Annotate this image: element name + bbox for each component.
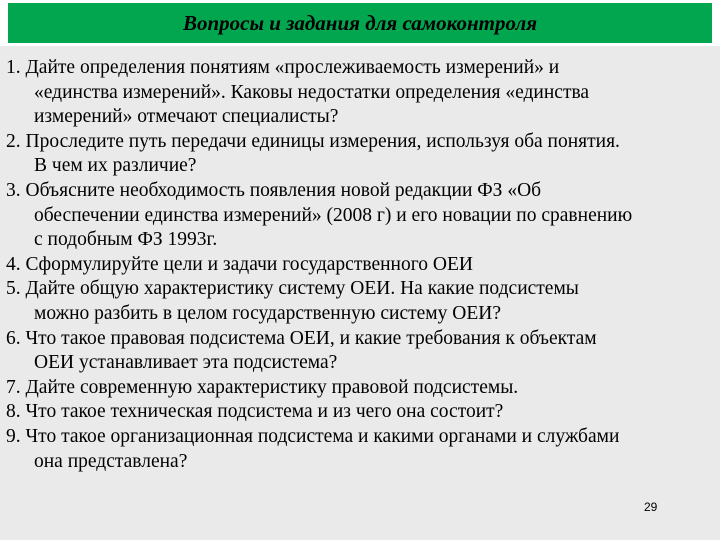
question-item: 6. Что такое правовая подсистема ОЕИ, и какие требования к объектам ОЕИ устанавливает эта подсистема? [6,327,597,374]
page-number: 29 [644,500,658,514]
slide-title: Вопросы и задания для самоконтроля [182,10,538,35]
question-item: 8. Что такое техническая подсистема и из чего она состоит? [6,401,504,423]
title-box [8,3,712,43]
question-item: 9. Что такое организационная подсистема и какими органами и службами она представлена? [6,425,620,472]
question-item: 5. Дайте общую характеристику систему ОЕИ. На какие подсистемы можно разбить в целом государственную систему ОЕИ? [6,278,579,324]
question-item: 4. Сформулируйте цели и задачи государственного ОЕИ [6,253,473,275]
question-item: 2. Проследите путь передачи единицы измерения, используя оба понятия. В чем их различие? [6,130,620,177]
question-list [6,56,710,474]
question-item: 7. Дайте современную характеристику правовой подсистемы. [6,376,519,398]
question-item: 1. Дайте определения понятиям «прослеживаемость измерений» и «единства измерений». Каковы недостатки определения «единства измерений» отмечают специалисты? [6,57,590,128]
title-bar [0,0,720,46]
question-item: 3. Объясните необходимость появления новой редакции ФЗ «Об обеспечении единства измерений» (2008 г) и его новации по сравнению с подобным ФЗ 1993г. [6,179,633,251]
